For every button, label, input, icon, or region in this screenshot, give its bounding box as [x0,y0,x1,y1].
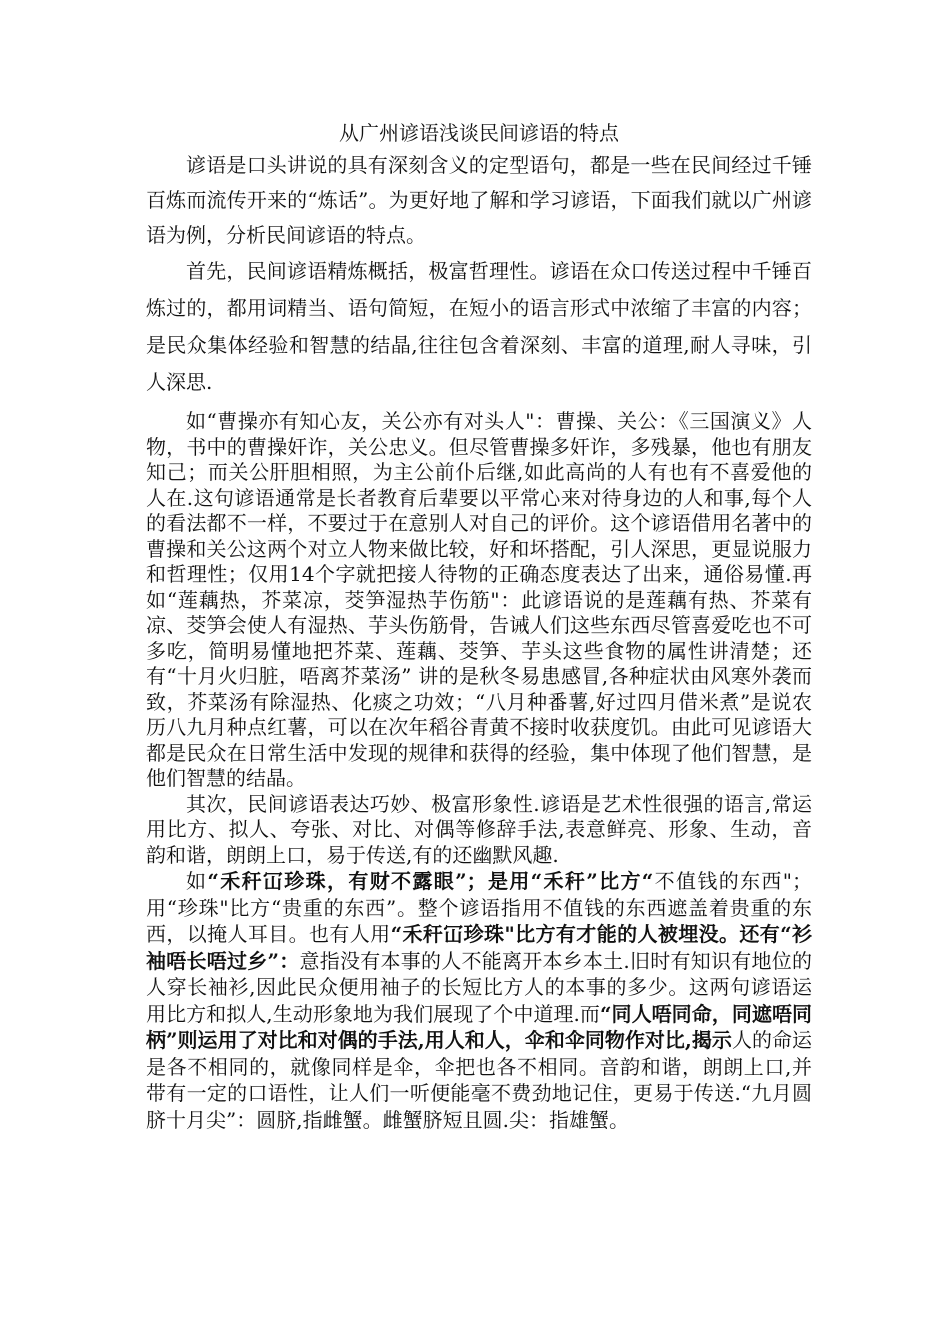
paragraph-second-feature: 其次，民间谚语表达巧妙、极富形象性.谚语是艺术性很强的语言,常运用比方、拟人、夸张、对比、对偶等修辞手法,表意鲜亮、形象、生动，音韵和谐，朗朗上口，易于传送,有的还幽默风趣. [146,791,812,867]
bold-run: “禾秆冚珍珠，有财不露眼”；是用“禾秆”比方“ [207,869,654,893]
text-run: 不值钱的东西"；用“珍珠"比方“贵重的东西”。整个谚语指用不值钱的东西遮盖着贵重的东西，以掩人耳目。也有人用 [146,869,812,946]
bold-run: “禾秆冚珍珠"比方有才能的人被埋没。还有“衫袖唔长唔过乡”： [146,922,812,973]
text-run: 意指没有本事的人不能离开本乡本土.旧时有知识有地位的人穿长袖衫,因此民众便用袖子的长短比方人的本事的多少。这两句谚语运用比方和拟人,生动形象地为我们展现了个中道理.而 [146,948,812,1026]
paragraph-intro: 谚语是口头讲说的具有深刻含义的定型语句，都是一些在民间经过千锤百炼而流传开来的“炼话”。为更好地了解和学习谚语，下面我们就以广州谚语为例，分析民间谚语的特点。 [146,153,812,247]
paragraph-examples-two [146,868,812,1133]
document-title: 从广州谚语浅谈民间谚语的特点 [339,121,619,145]
bold-run: “同人唔同命，同遮唔同柄”则运用了对比和对偶的手法,用人和人，伞和伞同物作对比,揭示 [146,1001,812,1052]
text-run: 人的命运是各不相同的，就像同样是伞，伞把也各不相同。音韵和谐，朗朗上口,并带有一定的口语性，让人们一听便能毫不费劲地记住，更易于传送.“九月圆脐十月尖”：圆脐,指雌蟹。雌蟹脐短且圆.尖：指雄蟹。 [146,1028,813,1132]
document-page [146,120,812,1133]
paragraph-first-feature: 首先，民间谚语精炼概括，极富哲理性。谚语在众口传送过程中千锤百炼过的，都用词精当、语句简短，在短小的语言形式中浓缩了丰富的内容；是民众集体经验和智慧的结晶,往往包含着深刻、丰富的道理,耐人寻味，引人深思. [146,259,812,394]
paragraph-examples-one: 如“曹操亦有知心友，关公亦有对头人"：曹操、关公：《三国演义》人物，书中的曹操奸诈，关公忠义。但尽管曹操多奸诈，多残暴，他也有朋友知己；而关公肝胆相照，为主公前仆后继,如此高尚的人有也有不喜爱他的人在.这句谚语通常是长者教育后辈要以平常心来对待身边的人和事,每个人的看法都不一样，不要过于在意别人对自己的评价。这个谚语借用名著中的曹操和关公这两个对立人物来做比较，好和坏搭配，引人深思，更显说服力和哲理性；仅用14个字就把接人待物的正确态度表达了出来，通俗易懂.再如“莲藕热，芥菜凉，茭笋湿热芋伤筋"：此谚语说的是莲藕有热、芥菜有凉、茭笋会使人有湿热、芋头伤筋骨，告诫人们这些东西尽管喜爱吃也不可多吃，简明易懂地把芥菜、莲藕、茭笋、芋头这些食物的属性讲清楚；还有“十月火归脏，唔离芥菜汤” 讲的是秋冬易患感冒,各种症状由风寒外袭而致，芥菜汤有除湿热、化痰之功效；“八月种番薯,好过四月借米煮”是说农历八九月种点红薯，可以在次年稻谷青黄不接时收获度饥。由此可见谚语大都是民众在日常生活中发现的规律和获得的经验，集中体现了他们智慧，是他们智慧的结晶。 [146,409,812,790]
text-run: 如 [186,869,208,893]
